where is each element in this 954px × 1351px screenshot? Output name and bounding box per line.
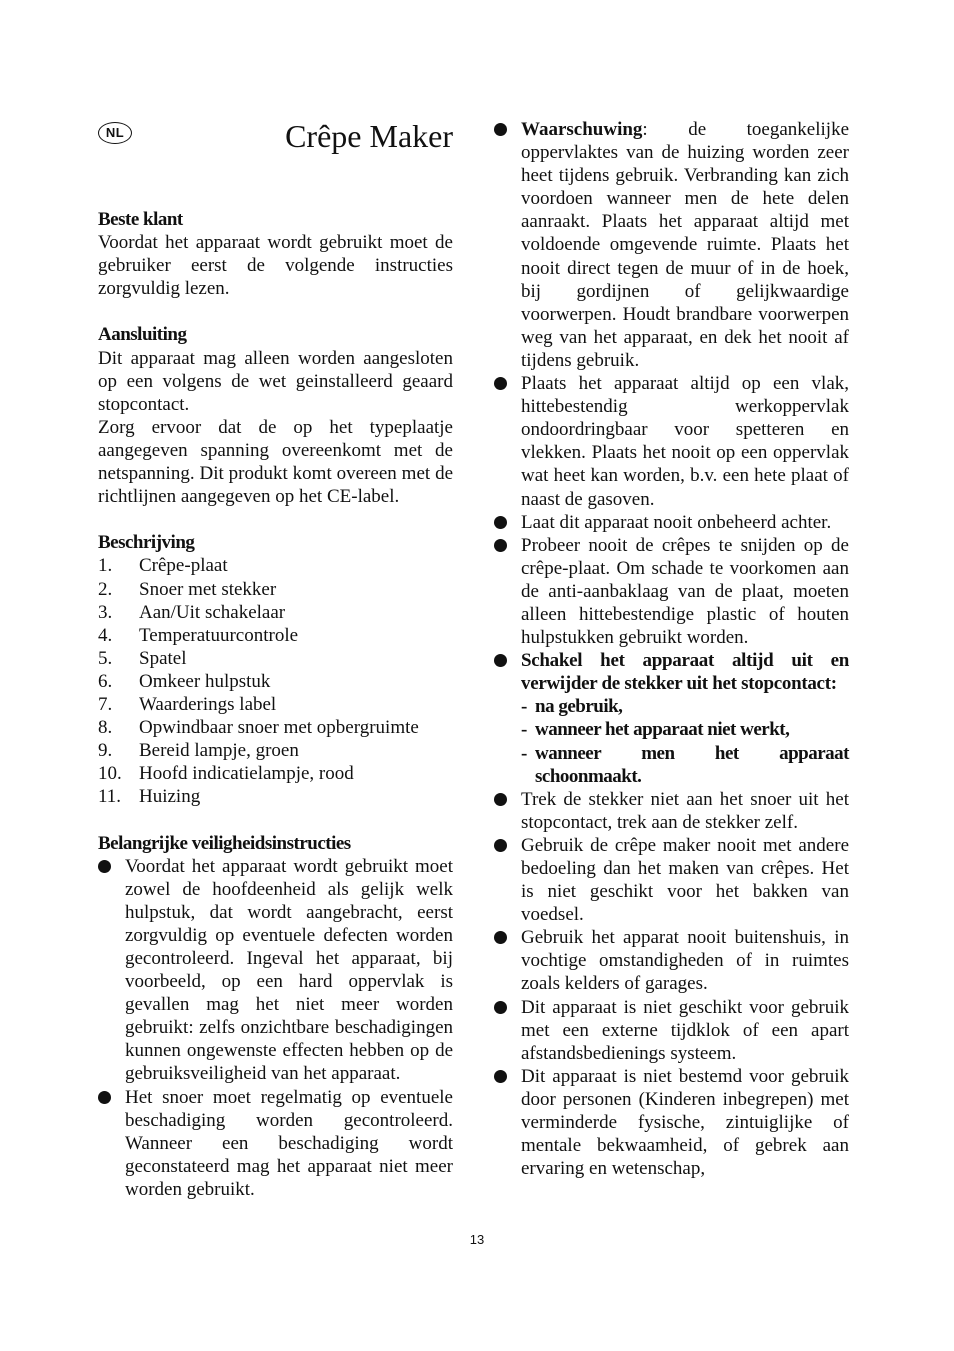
bullet-icon (494, 1070, 507, 1083)
list-item: 4. Temperatuurcontrole (98, 624, 299, 646)
bullet-icon (494, 793, 507, 806)
safety-list-left (98, 855, 453, 1201)
safety-heading: Belangrijke veiligheidsinstructies (98, 832, 351, 854)
bullet-icon (494, 516, 507, 529)
right-column (494, 118, 849, 1180)
list-item: 10. Hoofd indicatielampje, rood (98, 763, 354, 785)
sub-item: - wanneer men het apparaat schoonmaakt. (521, 742, 849, 787)
list-item: 5. Spatel (98, 647, 187, 669)
safety-item: Trek de stekker niet aan het snoer uit het stopcontact, trek aan de stekker zelf. (494, 788, 849, 834)
connection-paragraph: Dit apparaat mag alleen worden aangesloten op een volgens de wet geinstalleerd geaard stopcontact. (98, 347, 453, 415)
bullet-icon (98, 1091, 111, 1104)
safety-item: Dit apparaat is niet geschikt voor gebruik met een externe tijdklok of een apart afstandsbedienings systeem. (494, 996, 849, 1065)
parts-list (98, 554, 453, 808)
bullet-icon (494, 654, 507, 667)
document-title: Crêpe Maker (285, 118, 453, 154)
warning-item (494, 118, 849, 372)
safety-item: Voordat het apparaat wordt gebruikt moet zowel de hoofdeenheid als gelijk welk hulpstuk, dat wordt aangebracht, eerst zorgvuldig op eventuele defecten worden gecontroleerd. Ingeval het apparaat, bij voorbeeld, op een hard oppervlak is gevallen mag het niet meer worden gebruikt: zelfs onzichtbare beschadigingen kunnen ongewenste effecten hebben op de gebruiksveiligheid van het apparaat. (98, 855, 453, 1086)
bullet-icon (494, 931, 507, 944)
warning-text: : de toegankelijke oppervlaktes van de huizing worden zeer heet tijdens gebruik. Verbranding kan zich voordoen wanneer men de hete delen aanraakt. Plaats het apparaat altijd met voldoende omgevende ruimte. Plaats het nooit direct tegen de muur of in de hoek, bij gordijnen of gelijkwaardige voorwerpen. Houdt brandbare voorwerpen weg van het apparaat, en dek het nooit af tijdens gebruik. (521, 119, 849, 371)
safety-item: Het snoer moet regelmatig op eventuele beschadiging worden gecontroleerd. Wanneer een beschadiging wordt geconstateerd mag het apparaat niet meer worden gebruikt. (98, 1086, 453, 1201)
bullet-icon (494, 539, 507, 552)
unplug-item: Schakel het apparaat altijd uit en verwijder de stekker uit het stopcontact: - na gebruik, - wanneer het apparaat niet werkt, - wanneer men het apparaat schoonmaakt. (494, 649, 849, 788)
sub-item: - na gebruik, (521, 696, 623, 718)
left-column (98, 118, 453, 1201)
safety-item: Gebruik het apparat nooit buitenshuis, in vochtige omstandigheden of in ruimtes zoals kelders of garages. (494, 926, 849, 995)
unplug-sublist (521, 695, 849, 787)
language-badge: NL (98, 122, 132, 144)
warning-label: Waarschuwing (521, 119, 643, 140)
list-item: 7. Waarderings label (98, 693, 277, 715)
page-header (98, 118, 453, 208)
safety-item: Gebruik de crêpe maker nooit met andere bedoeling dan het maken van crêpes. Het is niet geschikt voor het bakken van voedsel. (494, 834, 849, 926)
safety-item: Probeer nooit de crêpes te snijden op de crêpe-plaat. Om schade te voorkomen aan de anti-aanbaklaag van de plaat, moeten alleen hittebestendige plastic of houten hulpstukken gebruikt worden. (494, 534, 849, 649)
bullet-icon (494, 123, 507, 136)
page-number: 13 (469, 1232, 485, 1247)
safety-item: Laat dit apparaat nooit onbeheerd achter. (494, 511, 849, 534)
list-item: 8. Opwindbaar snoer met opbergruimte (98, 717, 419, 739)
connection-heading: Aansluiting (98, 324, 187, 346)
bullet-icon (494, 377, 507, 390)
safety-item: Plaats het apparaat altijd op een vlak, hittebestendig werkoppervlak ondoordringbaar voor spetteren en vlekken. Plaats het nooit op een oppervlak wat heet kan worden, b.v. een hete plaat of naast de gasoven. (494, 372, 849, 511)
list-item: 6. Omkeer hulpstuk (98, 670, 271, 692)
sub-item: - wanneer het apparaat niet werkt, (521, 719, 790, 741)
intro-text: Voordat het apparaat wordt gebruikt moet de gebruiker eerst de volgende instructies zorgvuldig lezen. (98, 232, 453, 300)
description-heading: Beschrijving (98, 532, 195, 554)
list-item: 9. Bereid lampje, groen (98, 740, 299, 762)
bullet-icon (98, 860, 111, 873)
connection-paragraph: Zorg ervoor dat de op het typeplaatje aangegeven spanning overeenkomt met de netspanning. Dit produkt komt overeen met de richtlijnen aangegeven op het CE-label. (98, 416, 453, 508)
safety-list-right (494, 118, 849, 1180)
list-item: 1. Crêpe-plaat (98, 555, 228, 577)
list-item: 3. Aan/Uit schakelaar (98, 601, 286, 623)
safety-item: Dit apparaat is niet bestemd voor gebruik door personen (Kinderen inbegrepen) met verminderde fysische, zintuiglijke of mentale bekwaamheid, of gebrek aan ervaring en wetenschap, (494, 1065, 849, 1180)
list-item: 2. Snoer met stekker (98, 578, 277, 600)
list-item: 11. Huizing (98, 786, 201, 808)
intro-heading: Beste klant (98, 209, 183, 230)
bullet-icon (494, 839, 507, 852)
bullet-icon (494, 1001, 507, 1014)
